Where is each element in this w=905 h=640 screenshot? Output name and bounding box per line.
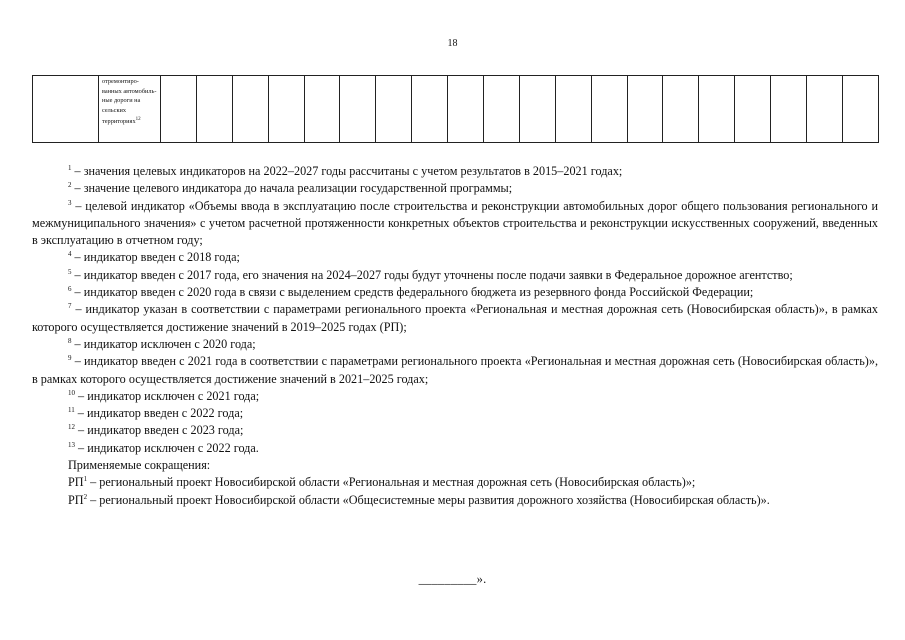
footnote-mark: 4	[68, 250, 72, 259]
footnote-item	[32, 198, 878, 250]
abbreviation-list	[32, 474, 878, 509]
indicator-table-fragment	[32, 75, 878, 143]
footnote-mark: 11	[68, 406, 75, 415]
footnote-mark: 12	[68, 423, 75, 432]
footnote-item	[32, 249, 878, 266]
indicator-table	[32, 75, 879, 143]
footnote-item	[32, 180, 878, 197]
table-cell-value	[232, 76, 268, 143]
table-cell-value	[663, 76, 699, 143]
footnote-mark: 5	[68, 267, 72, 276]
abbreviation-text: – региональный проект Новосибирской области «Региональная и местная дорожная сеть (Новосибирская область)»;	[87, 475, 696, 490]
footnote-text: – индикатор введен с 2023 года;	[75, 423, 244, 438]
footnote-text: – индикатор введен с 2021 года в соответствии с параметрами регионального проекта «Региональная и местная дорожная сеть (Новосибирская область)», в рамках которого осуществляется достижение значений в 2021–2025 годах;	[32, 354, 878, 386]
footnotes-section	[32, 163, 878, 509]
footnote-text: – индикатор введен с 2020 года в связи с выделением средств федерального бюджета из резервного фонда Российской Федерации;	[71, 285, 754, 300]
abbreviation-mark: 1	[83, 475, 88, 484]
table-cell-value	[735, 76, 771, 143]
table-cell-value	[842, 76, 878, 143]
table-cell-number	[33, 76, 99, 143]
footnote-mark: 2	[68, 181, 72, 190]
abbreviation-term: РП	[68, 475, 84, 490]
table-cell-value	[807, 76, 843, 143]
indicator-name-text: отремонтиро-ванных автомобиль-ные дороги на сельских территориях	[102, 78, 157, 126]
footnote-item	[32, 405, 878, 422]
footnote-text: – значение целевого индикатора до начала реализации государственной программы;	[71, 181, 513, 196]
footnote-text: – индикатор введен с 2022 года;	[74, 406, 244, 421]
abbreviations-heading: Применяемые сокращения:	[68, 458, 211, 473]
table-cell-value	[699, 76, 735, 143]
footnote-text: – индикатор указан в соответствии с параметрами регионального проекта «Региональная и местная дорожная сеть (Новосибирская область)», в рамках которого осуществляется достижение значений в 2019–2025 годах (РП);	[32, 302, 878, 334]
table-cell-value	[627, 76, 663, 143]
table-cell-value	[196, 76, 232, 143]
abbreviation-mark: 2	[83, 492, 88, 501]
abbreviation-item	[32, 492, 878, 509]
footnote-item	[32, 267, 878, 284]
table-cell-value	[304, 76, 340, 143]
footnote-list	[32, 163, 878, 457]
footnote-item	[32, 284, 878, 301]
footnote-item	[32, 353, 878, 388]
table-row	[33, 76, 879, 143]
table-cell-value	[376, 76, 412, 143]
footnote-text: – индикатор исключен с 2020 года;	[71, 336, 256, 351]
footnote-mark: 13	[68, 440, 75, 449]
footnote-mark: 6	[68, 285, 72, 294]
abbreviation-item	[32, 474, 878, 491]
footnote-item	[32, 422, 878, 439]
footnote-text: – целевой индикатор «Объемы ввода в эксплуатацию после строительства и реконструкции автомобильных дорог общего пользования регионального и межмуниципального значения» с учетом расчетной протяженности конкретных объектов строительства и реконструкции искусственных сооружений, введенных в эксплуатацию в отчетном году;	[32, 198, 878, 248]
footnote-mark: 7	[68, 302, 72, 311]
table-cell-value	[161, 76, 197, 143]
closing-mark: _________».	[418, 572, 487, 586]
footnote-mark: 10	[68, 388, 75, 397]
footnote-text: – индикатор введен с 2017 года, его значения на 2024–2027 годы будут уточнены после подачи заявки в Федеральное дорожное агентство;	[71, 267, 793, 282]
indicator-footnote-mark: 12	[135, 117, 141, 123]
table-cell-value	[412, 76, 448, 143]
table-cell-value	[268, 76, 304, 143]
footnote-item	[32, 301, 878, 336]
footnote-item	[32, 336, 878, 353]
footnote-text: – индикатор введен с 2018 года;	[71, 250, 240, 265]
footnote-text: – индикатор исключен с 2021 года;	[75, 388, 260, 403]
table-cell-value	[448, 76, 484, 143]
table-cell-value	[519, 76, 555, 143]
table-cell-value	[771, 76, 807, 143]
table-cell-value	[484, 76, 520, 143]
footnote-text: – индикатор исключен с 2022 года.	[75, 440, 259, 455]
footnote-mark: 9	[68, 354, 72, 363]
abbreviation-text: – региональный проект Новосибирской области «Общесистемные меры развития дорожного хозяйства (Новосибирская область)».	[87, 492, 770, 507]
table-cell-value	[591, 76, 627, 143]
page-number: 18	[447, 38, 458, 49]
abbreviation-term: РП	[68, 492, 84, 507]
table-cell-value	[555, 76, 591, 143]
footnote-text: – значения целевых индикаторов на 2022–2027 годы рассчитаны с учетом результатов в 2015–2021 годах;	[71, 164, 623, 178]
footnote-mark: 1	[68, 164, 72, 172]
footnote-item	[32, 163, 878, 180]
footnote-mark: 8	[68, 336, 72, 345]
footnote-item	[32, 440, 878, 457]
footnote-item	[32, 388, 878, 405]
footnote-mark: 3	[68, 198, 72, 207]
table-cell-indicator-name	[99, 76, 161, 143]
table-cell-value	[340, 76, 376, 143]
